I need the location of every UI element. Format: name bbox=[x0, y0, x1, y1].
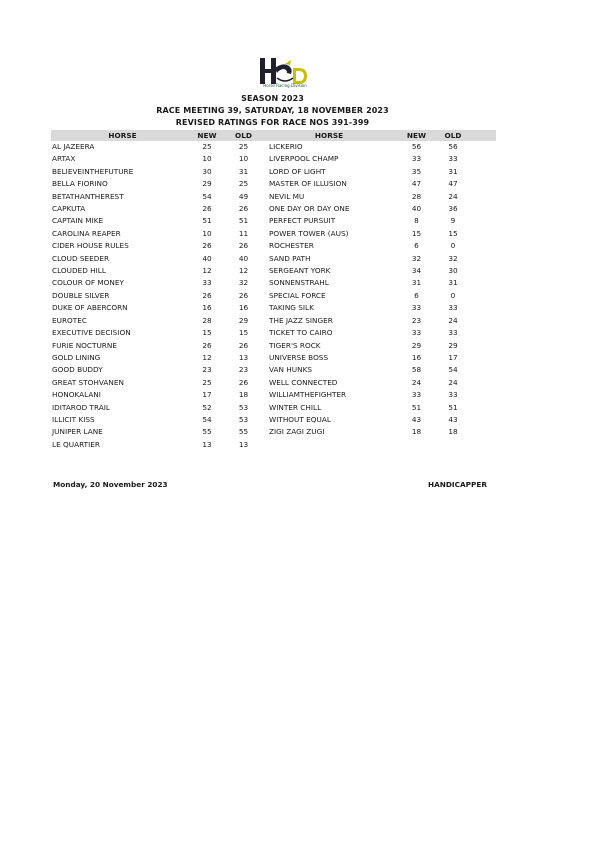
old-rating-right: 31 bbox=[448, 278, 458, 288]
horse-name-right: LORD OF LIGHT bbox=[269, 166, 326, 176]
horse-name-left: DUKE OF ABERCORN bbox=[52, 303, 128, 313]
old-rating-left: 49 bbox=[238, 191, 249, 201]
new-rating-left: 10 bbox=[202, 154, 212, 164]
old-rating-right: 33 bbox=[448, 154, 458, 164]
new-rating-right: 8 bbox=[414, 216, 419, 226]
horse-name-left: GOLD LINING bbox=[52, 352, 101, 362]
old-rating-left: 25 bbox=[238, 179, 249, 189]
col-header-new-left: NEW bbox=[194, 130, 220, 141]
old-rating-left: 26 bbox=[238, 204, 249, 214]
new-rating-right: 24 bbox=[411, 377, 422, 387]
table-row bbox=[51, 253, 496, 265]
table-row bbox=[51, 178, 496, 190]
row-spacer bbox=[464, 191, 496, 203]
old-rating-right: 30 bbox=[448, 266, 458, 276]
row-spacer bbox=[464, 389, 496, 401]
old-rating-right: 18 bbox=[448, 427, 458, 437]
horse-name-left: CAROLINA REAPER bbox=[52, 228, 121, 238]
horse-name-right: NEVIL MU bbox=[269, 191, 305, 201]
horse-name-left: DOUBLE SILVER bbox=[52, 290, 110, 300]
new-rating-left: 55 bbox=[202, 427, 212, 437]
new-rating-left: 30 bbox=[202, 166, 212, 176]
old-rating-right: 31 bbox=[448, 166, 458, 176]
table-header-row bbox=[51, 130, 496, 141]
horse-name-left: BELLA FIORINO bbox=[52, 179, 108, 189]
horse-name-right: WILLIAMTHEFIGHTER bbox=[269, 390, 347, 400]
old-rating-left: 26 bbox=[238, 290, 249, 300]
old-rating-right: 33 bbox=[448, 390, 458, 400]
old-rating-right: 56 bbox=[448, 142, 458, 151]
horse-name-left: BELIEVEINTHEFUTURE bbox=[52, 166, 134, 176]
horse-name-right: LICKERIO bbox=[269, 142, 303, 151]
table-row bbox=[51, 439, 496, 451]
old-rating-right: 33 bbox=[448, 303, 458, 313]
row-spacer bbox=[464, 439, 496, 451]
new-rating-left: 23 bbox=[202, 365, 212, 375]
horse-name-right: SONNENSTRAHL bbox=[269, 278, 329, 288]
horse-name-right: PERFECT PURSUIT bbox=[269, 216, 336, 226]
col-header-old-left: OLD bbox=[220, 130, 267, 141]
old-rating-left: 26 bbox=[238, 377, 249, 387]
horse-name-right: TICKET TO CAIRO bbox=[269, 328, 333, 338]
new-rating-left: 13 bbox=[202, 439, 212, 449]
new-rating-left: 17 bbox=[202, 390, 212, 400]
new-rating-left: 54 bbox=[202, 414, 212, 424]
row-spacer bbox=[464, 402, 496, 414]
old-rating-left: 53 bbox=[238, 402, 249, 412]
new-rating-left: 16 bbox=[202, 303, 212, 313]
old-rating-left: 16 bbox=[238, 303, 249, 313]
page-title: REVISED RATINGS FOR RACE NOS 391-399 bbox=[175, 118, 370, 127]
table-row bbox=[51, 302, 496, 314]
table-row bbox=[51, 141, 496, 153]
old-rating-left: 11 bbox=[238, 228, 249, 238]
new-rating-left: 54 bbox=[202, 191, 212, 201]
horse-name-left: FURIE NOCTURNE bbox=[52, 340, 117, 350]
horse-name-left: ARTAX bbox=[52, 154, 76, 164]
old-rating-right: 15 bbox=[448, 228, 458, 238]
old-rating-right: 24 bbox=[448, 315, 458, 325]
table-row bbox=[51, 153, 496, 165]
old-rating-left: 18 bbox=[238, 390, 249, 400]
table-row bbox=[51, 166, 496, 178]
row-spacer bbox=[464, 178, 496, 190]
row-spacer bbox=[464, 315, 496, 327]
old-rating-right: 43 bbox=[448, 414, 458, 424]
table-row bbox=[51, 215, 496, 227]
col-header-horse-right: HORSE bbox=[267, 130, 391, 141]
new-rating-right: 15 bbox=[411, 228, 422, 238]
old-rating-left: 13 bbox=[238, 439, 249, 449]
horse-name-right: POWER TOWER (AUS) bbox=[269, 228, 349, 238]
logo-subtext: Horse Racing Division bbox=[263, 83, 307, 88]
table-row bbox=[51, 290, 496, 302]
new-rating-right: 6 bbox=[414, 290, 419, 300]
old-rating-left: 29 bbox=[238, 315, 249, 325]
horse-name-left: CLOUDED HILL bbox=[52, 266, 106, 276]
table-row bbox=[51, 240, 496, 252]
old-rating-right: 24 bbox=[448, 191, 458, 201]
horse-name-right: WINTER CHILL bbox=[269, 402, 322, 412]
horse-name-left: LE QUARTIER bbox=[52, 439, 100, 449]
col-header-new-right: NEW bbox=[391, 130, 442, 141]
old-rating-left: 53 bbox=[238, 414, 249, 424]
new-rating-right: 18 bbox=[411, 427, 422, 437]
new-rating-left: 51 bbox=[202, 216, 212, 226]
horse-name-right: SPECIAL FORCE bbox=[269, 290, 326, 300]
table-row bbox=[51, 364, 496, 376]
horse-name-left: IDITAROD TRAIL bbox=[52, 402, 110, 412]
new-rating-left: 40 bbox=[202, 253, 212, 263]
new-rating-right: 56 bbox=[411, 142, 422, 151]
old-rating-left: 40 bbox=[238, 253, 249, 263]
new-rating-right: 43 bbox=[411, 414, 422, 424]
old-rating-left: 12 bbox=[238, 266, 249, 276]
new-rating-left: 10 bbox=[202, 228, 212, 238]
old-rating-right: 36 bbox=[448, 204, 458, 214]
table-row bbox=[51, 426, 496, 438]
horse-name-left: CAPTAIN MIKE bbox=[52, 216, 104, 226]
table-row bbox=[51, 389, 496, 401]
horse-name-right: VAN HUNKS bbox=[269, 365, 312, 375]
new-rating-left: 26 bbox=[202, 241, 212, 251]
new-rating-left: 25 bbox=[202, 142, 212, 151]
new-rating-right: 16 bbox=[411, 352, 422, 362]
meeting-heading: RACE MEETING 39, SATURDAY, 18 NOVEMBER 2023 bbox=[156, 106, 389, 115]
horse-name-right: WITHOUT EQUAL bbox=[269, 414, 331, 424]
horse-name-left: EUROTEC bbox=[52, 315, 87, 325]
horse-name-left: CAPKUTA bbox=[52, 204, 86, 214]
table-row bbox=[51, 327, 496, 339]
horse-name-right: MASTER OF ILLUSION bbox=[269, 179, 347, 189]
new-rating-left: 33 bbox=[202, 278, 212, 288]
horse-name-right: ONE DAY OR DAY ONE bbox=[269, 204, 350, 214]
row-spacer bbox=[464, 228, 496, 240]
old-rating-left: 26 bbox=[238, 241, 249, 251]
new-rating-left: 52 bbox=[202, 402, 212, 412]
horse-name-left: CLOUD SEEDER bbox=[52, 253, 110, 263]
old-rating-left: 15 bbox=[238, 328, 249, 338]
new-rating-left: 15 bbox=[202, 328, 212, 338]
footer-signature: HANDICAPPER bbox=[428, 480, 487, 489]
col-header-horse-left: HORSE bbox=[51, 130, 194, 141]
old-rating-left: 10 bbox=[238, 154, 249, 164]
horse-name-left: EXECUTIVE DECISION bbox=[52, 328, 131, 338]
new-rating-right: 33 bbox=[411, 328, 422, 338]
old-rating-left: 51 bbox=[238, 216, 249, 226]
new-rating-right: 47 bbox=[411, 179, 422, 189]
new-rating-left: 26 bbox=[202, 290, 212, 300]
old-rating-right bbox=[442, 439, 464, 451]
row-spacer bbox=[464, 377, 496, 389]
new-rating-left: 12 bbox=[202, 352, 212, 362]
old-rating-left: 32 bbox=[238, 278, 249, 288]
table-row bbox=[51, 315, 496, 327]
new-rating-right: 51 bbox=[411, 402, 422, 412]
new-rating-left: 12 bbox=[202, 266, 212, 276]
row-spacer bbox=[464, 141, 496, 153]
new-rating-right: 32 bbox=[411, 253, 422, 263]
horse-name-left: CIDER HOUSE RULES bbox=[52, 241, 129, 251]
new-rating-right: 28 bbox=[411, 191, 422, 201]
season-heading: SEASON 2023 bbox=[241, 94, 304, 103]
old-rating-right: 9 bbox=[450, 216, 456, 226]
row-spacer bbox=[464, 166, 496, 178]
row-spacer bbox=[464, 153, 496, 165]
row-spacer bbox=[464, 327, 496, 339]
new-rating-left: 25 bbox=[202, 377, 212, 387]
table-row bbox=[51, 191, 496, 203]
new-rating-right: 23 bbox=[411, 315, 422, 325]
old-rating-right: 32 bbox=[448, 253, 458, 263]
old-rating-left: 26 bbox=[238, 340, 249, 350]
row-spacer bbox=[464, 364, 496, 376]
old-rating-left: 13 bbox=[238, 352, 249, 362]
horse-name-left: HONOKALANI bbox=[52, 390, 101, 400]
table-row bbox=[51, 414, 496, 426]
new-rating-right: 31 bbox=[411, 278, 422, 288]
row-spacer bbox=[464, 277, 496, 289]
table-row bbox=[51, 402, 496, 414]
new-rating-right: 33 bbox=[411, 390, 422, 400]
horse-name-right: THE JAZZ SINGER bbox=[269, 315, 333, 325]
table-row bbox=[51, 265, 496, 277]
horse-name-right: TAKING SILK bbox=[269, 303, 314, 313]
old-rating-right: 24 bbox=[448, 377, 458, 387]
old-rating-left: 23 bbox=[238, 365, 249, 375]
old-rating-left: 55 bbox=[238, 427, 249, 437]
row-spacer bbox=[464, 265, 496, 277]
col-header-old-right: OLD bbox=[442, 130, 464, 141]
old-rating-left: 31 bbox=[238, 166, 249, 176]
horse-name-right: WELL CONNECTED bbox=[269, 377, 338, 387]
row-spacer bbox=[464, 215, 496, 227]
horse-name-right: SAND PATH bbox=[269, 253, 311, 263]
row-spacer bbox=[464, 302, 496, 314]
old-rating-right: 47 bbox=[448, 179, 458, 189]
new-rating-left: 28 bbox=[202, 315, 212, 325]
horse-name-left: COLOUR OF MONEY bbox=[52, 278, 124, 288]
horse-name-left: ILLICIT KISS bbox=[52, 414, 95, 424]
new-rating-right bbox=[391, 439, 442, 451]
table-row bbox=[51, 203, 496, 215]
old-rating-right: 0 bbox=[450, 290, 456, 300]
new-rating-right: 40 bbox=[411, 204, 422, 214]
new-rating-left: 26 bbox=[202, 204, 212, 214]
old-rating-right: 17 bbox=[448, 352, 458, 362]
old-rating-right: 54 bbox=[448, 365, 458, 375]
row-spacer bbox=[464, 352, 496, 364]
row-spacer bbox=[464, 340, 496, 352]
old-rating-left: 25 bbox=[238, 142, 249, 151]
new-rating-right: 35 bbox=[411, 166, 422, 176]
row-spacer bbox=[464, 253, 496, 265]
old-rating-right: 51 bbox=[448, 402, 458, 412]
table-row bbox=[51, 377, 496, 389]
ratings-table bbox=[51, 130, 496, 451]
new-rating-left: 26 bbox=[202, 340, 212, 350]
new-rating-right: 29 bbox=[411, 340, 422, 350]
new-rating-right: 33 bbox=[411, 303, 422, 313]
row-spacer bbox=[464, 426, 496, 438]
row-spacer bbox=[464, 203, 496, 215]
horse-name-right: ZIGI ZAGI ZUGI bbox=[269, 427, 325, 437]
new-rating-right: 34 bbox=[411, 266, 422, 276]
new-rating-left: 29 bbox=[202, 179, 212, 189]
row-spacer bbox=[464, 290, 496, 302]
row-spacer bbox=[464, 414, 496, 426]
horse-name-left: GREAT STOHVANEN bbox=[52, 377, 124, 387]
new-rating-right: 58 bbox=[411, 365, 422, 375]
new-rating-right: 33 bbox=[411, 154, 422, 164]
horse-name-left: AL JAZEERA bbox=[52, 142, 95, 151]
footer-date: Monday, 20 November 2023 bbox=[53, 480, 168, 489]
horse-name-right: LIVERPOOL CHAMP bbox=[269, 154, 339, 164]
old-rating-right: 29 bbox=[448, 340, 458, 350]
horse-name-left: BETATHANTHEREST bbox=[52, 191, 124, 201]
horse-name-right: SERGEANT YORK bbox=[269, 266, 331, 276]
horse-name-right: ROCHESTER bbox=[269, 241, 314, 251]
old-rating-right: 0 bbox=[450, 241, 456, 251]
old-rating-right: 33 bbox=[448, 328, 458, 338]
table-row bbox=[51, 277, 496, 289]
horse-name-right: TIGER'S ROCK bbox=[269, 340, 321, 350]
row-spacer bbox=[464, 240, 496, 252]
col-header-spacer bbox=[464, 130, 496, 141]
table-row bbox=[51, 340, 496, 352]
table-row bbox=[51, 352, 496, 364]
horse-name-right bbox=[267, 439, 391, 451]
horse-name-left: JUNIPER LANE bbox=[52, 427, 103, 437]
table-row bbox=[51, 228, 496, 240]
new-rating-right: 6 bbox=[414, 241, 419, 251]
horse-name-right: UNIVERSE BOSS bbox=[269, 352, 329, 362]
horse-name-left: GOOD BUDDY bbox=[52, 365, 103, 375]
